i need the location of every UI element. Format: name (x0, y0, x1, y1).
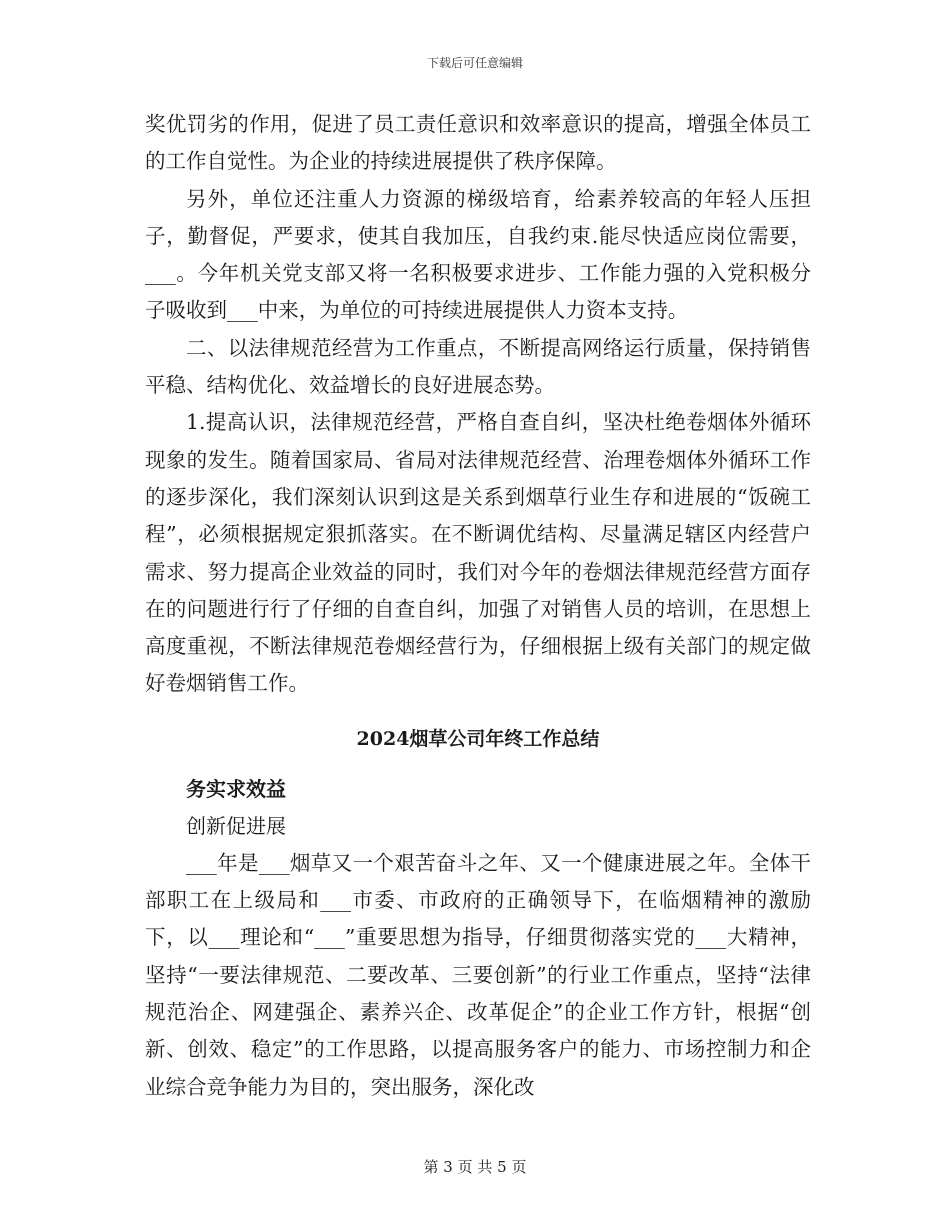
page-footer: 第 3 页 共 5 页 (423, 1158, 527, 1176)
subheading-line: 创新促进展 (186, 813, 286, 838)
document-title: 2024烟草公司年终工作总结 (356, 727, 600, 750)
document-body (145, 106, 811, 1106)
subheading: 务实求效益 (186, 776, 286, 801)
page-header: 下载后可任意编辑 (426, 56, 523, 70)
paragraph-summary-body: ___年是___烟草又一个艰苦奋斗之年、又一个健康进展之年。全体干部职工在上级局和___市委、市政府的正确领导下，在临烟精神的激励下，以___理论和“___”重要思想为指导，仔细贯彻落实党的___大精神，坚持“一要法律规范、二要改革、三要创新”的行业工作重点，坚持“法律规范治企、网建强企、素养兴企、改革促企”的企业工作方针，根据“创新、创效、稳定”的工作思路，以提高服务客户的能力、市场控制力和企业综合竞争能力为目的，突出服务，深化改 (145, 850, 811, 1099)
paragraph-item-one: 1.提高认识，法律规范经营，严格自查自纠，坚决杜绝卷烟体外循环现象的发生。随着国家局、省局对法律规范经营、治理卷烟体外循环工作的逐步深化，我们深刻认识到这是关系到烟草行业生存和进展的“饭碗工程”，必须根据规定狠抓落实。在不断调优结构、尽量满足辖区内经营户需求、努力提高企业效益的同时，我们对今年的卷烟法律规范经营方面存在的问题进行行了仔细的自查自纠，加强了对销售人员的培训，在思想上高度重视，不断法律规范卷烟经营行为，仔细根据上级有关部门的规定做好卷烟销售工作。 (145, 410, 811, 696)
paragraph-section-two: 二、以法律规范经营为工作重点，不断提高网络运行质量，保持销售平稳、结构优化、效益增长的良好进展态势。 (145, 335, 811, 398)
paragraph-continuation: 奖优罚劣的作用，促进了员工责任意识和效率意识的提高，增强全体员工的工作自觉性。为企业的持续进展提供了秩序保障。 (145, 112, 811, 174)
paragraph-hr-training: 另外，单位还注重人力资源的梯级培育，给素养较高的年轻人压担子，勤督促，严要求，使其自我加压，自我约束.能尽快适应岗位需要，___。今年机关党支部又将一名积极要求进步、工作能力强的入党积极分子吸收到___中来，为单位的可持续进展提供人力资本支持。 (145, 186, 811, 323)
